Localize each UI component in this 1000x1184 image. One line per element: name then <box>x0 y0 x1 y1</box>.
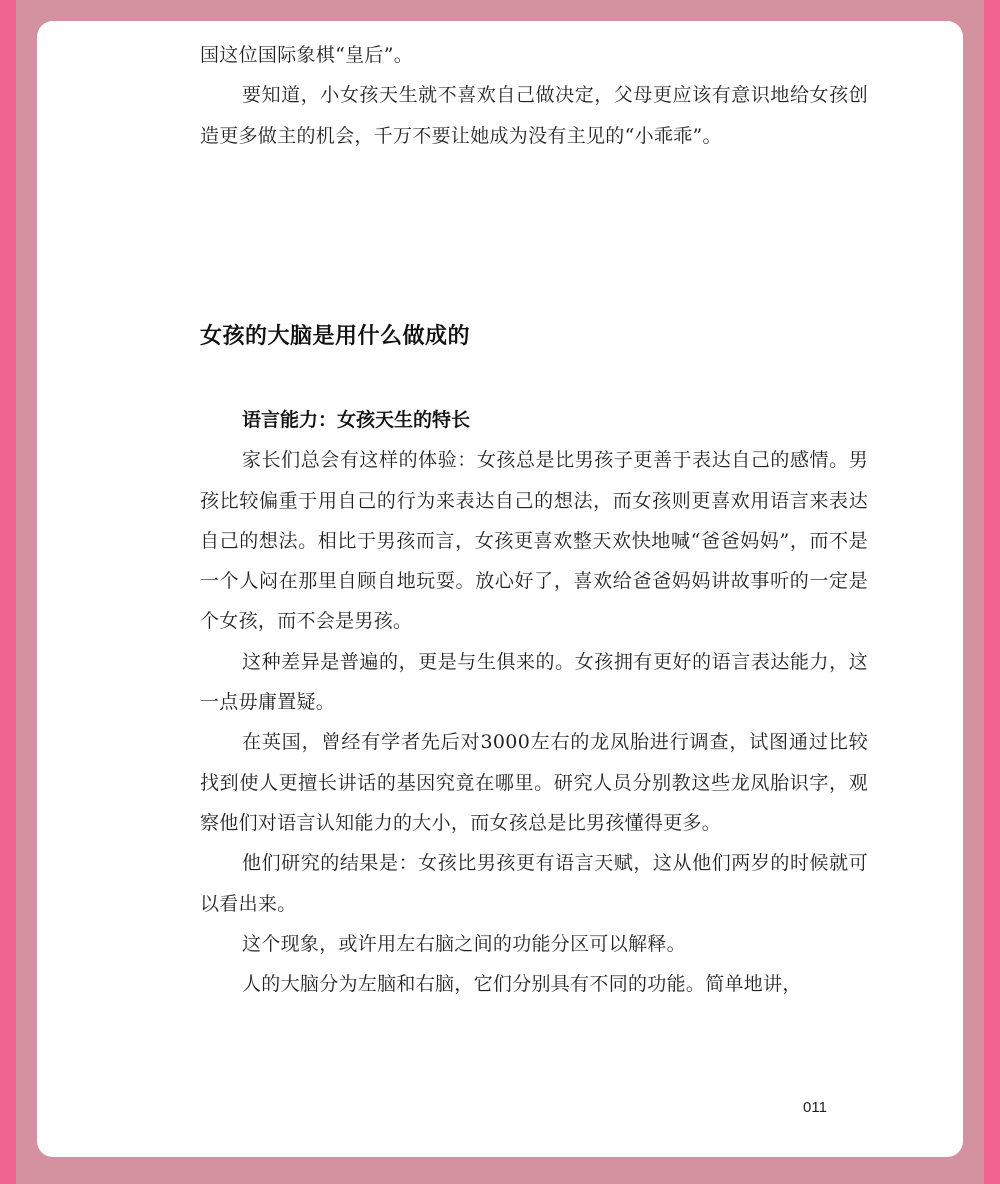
paragraph: 他们研究的结果是：女孩比男孩更有语言天赋，这从他们两岁的时候就可以看出来。 <box>200 852 868 915</box>
subsection-title: 语言能力：女孩天生的特长 <box>242 409 471 431</box>
paragraph: 在英国，曾经有学者先后对3000左右的龙凤胎进行调查，试图通过比较找到使人更擅长讲话的基因究竟在哪里。研究人员分别教这些龙凤胎识字，观察他们对语言认知能力的大小，而女孩总是比男孩懂得更多。 <box>200 731 868 834</box>
paragraph: 这种差异是普遍的，更是与生俱来的。女孩拥有更好的语言表达能力，这一点毋庸置疑。 <box>200 650 868 714</box>
paragraph: 国这位国际象棋“皇后”。 <box>200 44 414 66</box>
right-edge-stripe <box>984 0 1000 1184</box>
section-title: 女孩的大脑是用什么做成的 <box>200 323 471 349</box>
top-text-block <box>200 35 868 156</box>
main-text-block <box>200 400 868 1004</box>
paragraph: 人的大脑分为左脑和右脑，它们分别具有不同的功能。简单地讲， <box>242 973 802 996</box>
book-page <box>37 21 963 1157</box>
page-number: 011 <box>803 1099 827 1116</box>
paragraph: 要知道，小女孩天生就不喜欢自己做决定，父母更应该有意识地给女孩创造更多做主的机会，千万不要让她成为没有主见的“小乖乖”。 <box>200 84 868 147</box>
left-edge-stripe <box>0 0 16 1184</box>
paragraph: 家长们总会有这样的体验：女孩总是比男孩子更善于表达自己的感情。男孩比较偏重于用自己的行为来表达自己的想法，而女孩则更喜欢用语言来表达自己的想法。相比于男孩而言，女孩更喜欢整天欢快地喊“爸爸妈妈”，而不是一个人闷在那里自顾自地玩耍。放心好了，喜欢给爸爸妈妈讲故事听的一定是个女孩，而不会是男孩。 <box>200 449 868 633</box>
paragraph: 这个现象，或许用左右脑之间的功能分区可以解释。 <box>242 932 686 955</box>
